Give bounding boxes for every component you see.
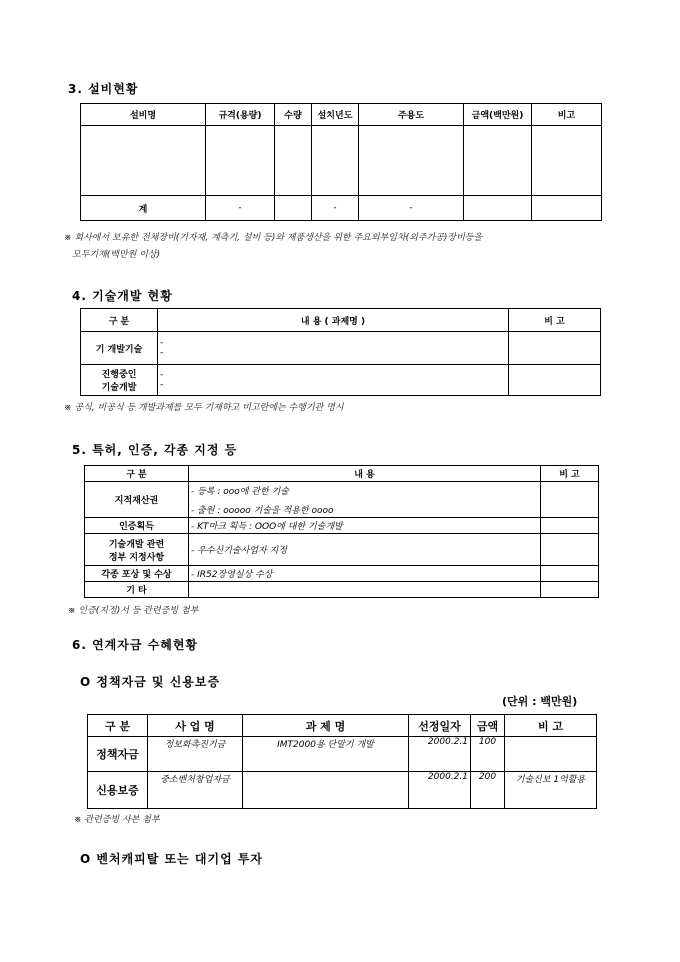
table-row: [88, 772, 597, 809]
content-line: -: [160, 380, 164, 390]
header-main-use: 주용도: [359, 104, 464, 126]
header-remarks: 비 고: [505, 715, 597, 737]
amount: 100: [471, 737, 505, 772]
content-line: - 등록 : ooo에 관한 기술: [191, 486, 289, 497]
row-label: 신용보증: [88, 772, 148, 809]
header-spec: 규격(용량): [206, 104, 275, 126]
content-line: -: [160, 370, 164, 380]
funding-table: [87, 714, 597, 809]
tech-dev-table: [80, 308, 601, 396]
table-row: [85, 482, 599, 518]
header-equipment-name: 설비명: [81, 104, 206, 126]
selection-date: 2000.2.1: [409, 772, 471, 809]
unit-label: (단위 : 백만원): [502, 695, 578, 708]
section-3-note: ※ 회사에서 보유한 전체장비(기자재, 계측기, 설비 등)와 제품생산을 위한 주요외부임차(외주가공)장비등을: [64, 233, 483, 243]
equipment-table: [80, 103, 602, 221]
subsection-venture-investment: O 벤처캐피탈 또는 대기업 투자: [80, 852, 264, 866]
section-4-note: ※ 공식, 비공식 등 개발과제를 모두 기재하고 비고란에는 수행기관 명시: [64, 403, 344, 413]
content-line: -: [160, 348, 164, 358]
header-remarks: 비 고: [541, 466, 599, 482]
row-label: 기술개발: [101, 383, 137, 393]
section-5-title: 5. 특허, 인증, 각종 지정 등: [72, 443, 238, 457]
header-remarks: 비 고: [509, 309, 601, 332]
content-line: - 우수신기술사업자 지정: [189, 534, 541, 566]
row-label: 진행중인: [101, 370, 137, 380]
header-project-name: 과 제 명: [243, 715, 409, 737]
row-label: 기술개발 관련: [108, 539, 165, 550]
header-install-year: 설치년도: [312, 104, 359, 126]
table-row: [81, 332, 601, 365]
table-row: [88, 737, 597, 772]
total-cell: -: [359, 196, 464, 221]
row-label: 정책자금: [88, 737, 148, 772]
total-cell: -: [206, 196, 275, 221]
total-row: [81, 196, 602, 221]
table-row: [85, 518, 599, 534]
total-cell: -: [312, 196, 359, 221]
section-5-note: ※ 인증(지정)서 등 관련증빙 첨부: [68, 606, 199, 616]
project-name: [243, 772, 409, 809]
selection-date: 2000.2.1: [409, 737, 471, 772]
amount: 200: [471, 772, 505, 809]
row-label: 기 타: [85, 582, 189, 598]
section-3-title: 3. 설비현황: [68, 82, 139, 96]
row-label: 인증획득: [85, 518, 189, 534]
table-row: [85, 534, 599, 566]
header-content: 내 용 ( 과제명 ): [158, 309, 509, 332]
section-6-note: ※ 관련증빙 사본 첨부: [74, 815, 160, 825]
remarks: [505, 737, 597, 772]
patent-table: [84, 465, 599, 598]
remarks: 기술신보 1억활용: [505, 772, 597, 809]
table-row: [85, 582, 599, 598]
business-name: 중소벤처창업자금: [148, 772, 243, 809]
total-cell: [275, 196, 312, 221]
header-business-name: 사 업 명: [148, 715, 243, 737]
table-row: [81, 126, 602, 196]
row-label: 정부 지정사항: [108, 552, 165, 563]
section-4-title: 4. 기술개발 현황: [72, 289, 173, 303]
row-label: 기 개발기술: [81, 332, 158, 365]
row-label: 각종 포상 및 수상: [85, 566, 189, 582]
total-label: 계: [81, 196, 206, 221]
row-label: 지적재산권: [85, 482, 189, 518]
header-content: 내 용: [189, 466, 541, 482]
content-line: - IR52장영실상 수상: [189, 566, 541, 582]
header-category: 구 분: [85, 466, 189, 482]
business-name: 정보화촉진기금: [148, 737, 243, 772]
section-6-title: 6. 연계자금 수혜현황: [72, 638, 199, 652]
header-amount: 금액: [471, 715, 505, 737]
header-category: 구 분: [88, 715, 148, 737]
header-remarks: 비고: [532, 104, 602, 126]
header-category: 구 분: [81, 309, 158, 332]
total-cell: [464, 196, 532, 221]
content-line: - 출원 : ooooo 기술을 적용한 oooo: [191, 505, 334, 516]
content-line: - KT마크 획득 : OOO에 대한 기술개발: [189, 518, 541, 534]
header-quantity: 수량: [275, 104, 312, 126]
header-amount: 금액(백만원): [464, 104, 532, 126]
table-row: [85, 566, 599, 582]
total-cell: [532, 196, 602, 221]
content-line: -: [160, 338, 164, 348]
section-3-note-2: 모두기재(백만원 이상): [72, 250, 161, 260]
header-selection-date: 선정일자: [409, 715, 471, 737]
project-name: IMT2000용 단말기 개발: [243, 737, 409, 772]
table-row: [81, 365, 601, 396]
subsection-policy-funds: O 정책자금 및 신용보증: [80, 675, 221, 689]
content-line: [189, 582, 541, 598]
